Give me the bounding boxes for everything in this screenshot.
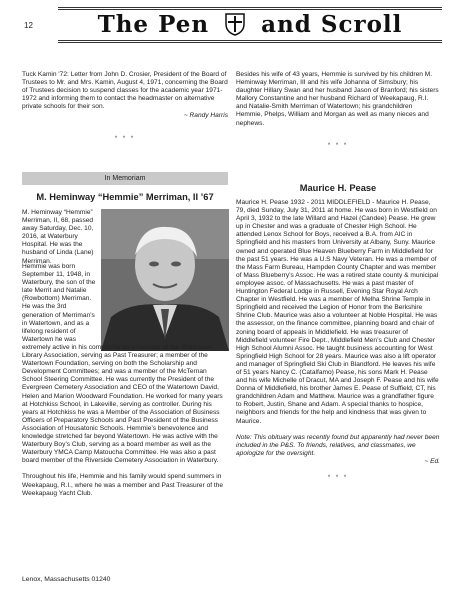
masthead-title-part1: The Pen (97, 11, 210, 38)
masthead (58, 7, 442, 43)
obit1-body-block (22, 263, 98, 344)
obit1-portrait (101, 209, 229, 351)
crest-icon (224, 12, 246, 36)
obit1-intro: M. Heminway “Hemmie” Merriman, II, 68, passed away Saturday, Dec. 10, 2016, at Waterbury Hospital. He was the husband of Linda (Lane) Merriman. (22, 209, 94, 265)
separator: * * * (327, 475, 349, 481)
left-top-signature: ~ Randy Harris (183, 112, 228, 120)
masthead-title-part2: and Scroll (261, 11, 403, 38)
obit1-title: M. Heminway “Hemmie” Merriman, II ’67 (36, 192, 214, 202)
obit2-body: Maurice H. Pease 1932 - 2011 MIDDLEFIELD - Maurice H. Pease, 79, died Sunday, July 31, 2011 at home. He was born in Westfield on April 3, 1932 to the late Willard and Hazel (Candee) Pease. He grew up in Chester and was a graduate of Chester High School. He attended Lenox School for Boys, received a B.A. from AIC in Springfield and his masters from University at Albany, Suny. Maurice owned and operated Blue Heaven Blueberry Farm in Middlefield for the past 51 years. He was a U.S Navy Veteran. He was a member of the Mass Farm Bureau, Hampden County Chapter and was member of Mass Blueberry’s Assoc. He was a retired state county & municipal employee assoc. of Massachusetts. He was a past master of Huntington Federal Lodge in Russell, Evening Star Royal Arch Chapter in Westfield. He was a member of Melha Shrine Temple in Springfield and received the Legion of Honor from the Berkshire Shrine Club. Maurice was also a volunteer at Noble Hospital. He was the assessor, on the finance committee, planning board and chair of zoning board of appeals in Middlefield. He was treasurer of Middlefield volunteer Fire Dept., Middlefield Men’s Club and Chester High School Alumni Assoc. He taught business accounting for West Springfield High School for 28 years. Maurice was also a lift operator and manager of Springfield Ski Club in Blandford. He leaves his wife of 51 years Nancy C. (Catalfamo) Pease, his sons Mark H. Pease and his wife Michelle of Dracut, MA and Joseph F. Pease and his wife Donna of Middlefield, his brother James E. Pease of Suffield, CT, his grandchildren Adam and Matthew. Maurice was a grandfather figure to Robert, Justin, Shane and Adam. A special thanks to hospice, neighbors and friends for the help and kindness that was given to Maurice. (236, 199, 439, 425)
in-memoriam-banner: In Memoriam (22, 172, 228, 185)
separator: * * * (114, 135, 136, 142)
left-top-text: Tuck Kamin '72: Letter from John D. Crosier, President of the Board of Trustees to Mr. and Mrs. Kamin, August 4, 1971, concerning the Board of Trustees decision to suspend classes for the academic year 1971-1972 and informing them to contact the headmaster on alternative private schools for their son. (22, 71, 228, 111)
right-top-text: Besides his wife of 43 years, Hemmie is survived by his children M. Heminway Merriman, III and his wife Johanna of Simsbury; his daughter Hillary Swan and her husband Jason of Branford; his sisters Mallory Constantine and her husband Richard of Weekapaug, R.I. and Natalie-Smith Merriman of Watertown; his grandchildren Hemmie, Phelps, William and Morgan as well as many nieces and nephews. (236, 71, 439, 127)
obit1-intro-block (22, 209, 98, 266)
obit2-note: Note: This obituary was recently found but apparently had never been included in the P&S. To friends, relatives, and classmates, we apologize for the oversight. (236, 433, 440, 457)
obit1-body-continued: extremely active in his community as a member of the Watertown Library Association, serving as Past Treasurer; a member of the Watertown Foundation, serving on both the Scholarship and Development Committees; and was a member of the McTernan School Steering Committee. He was currently the President of the Evergreen Cemetery Association and CEO of the Watertown David, Helen and Marion Woodward Foundation. He worked for many years at Hotchkiss School, in Lakeville, serving as controller. During his years at Hotchkiss he was a Member of the Association of Business Officers of Preparatory Schools and Past President of the Business Association of Housatonic Schools. Hemmie’s benevolence and knowledge stretched far beyond Watertown. He was active with the Waterbury Boy’s Club, serving as a board member as well as the Waterbury YMCA Camp Matoucha Committee. He was also a past board member of the Riverside Cemetery Association in Waterbury. Throughout his life, Hemmie and his family would spend summers in Weekapaug, R.I., where he was a member and Past Treasurer of the Weekapaug Yacht Club. (22, 344, 228, 498)
obit1-body: Hemmie was born September 11, 1948, in Waterbury, the son of the late Merrit and Natalie (Rowbottom) Merriman. He was the 3rd generation of Merriman’s in Watertown, and as a lifelong resident of Watertown he was (22, 263, 96, 343)
obit2-article (236, 199, 440, 482)
obit2-note-signature: ~ Ed. (424, 457, 440, 465)
page-number: 12 (24, 21, 33, 30)
footer-address: Lenox, Massachusetts 01240 (22, 576, 111, 583)
separator: * * * (327, 142, 349, 149)
left-top-article (22, 71, 228, 143)
obit2-title: Maurice H. Pease (299, 183, 377, 193)
right-top-article (236, 71, 440, 150)
obit1-closing: Throughout his life, Hemmie and his family would spend summers in Weekapaug, R.I., where he was a member and Past Treasurer of the Weekapaug Yacht Club. (22, 473, 224, 497)
